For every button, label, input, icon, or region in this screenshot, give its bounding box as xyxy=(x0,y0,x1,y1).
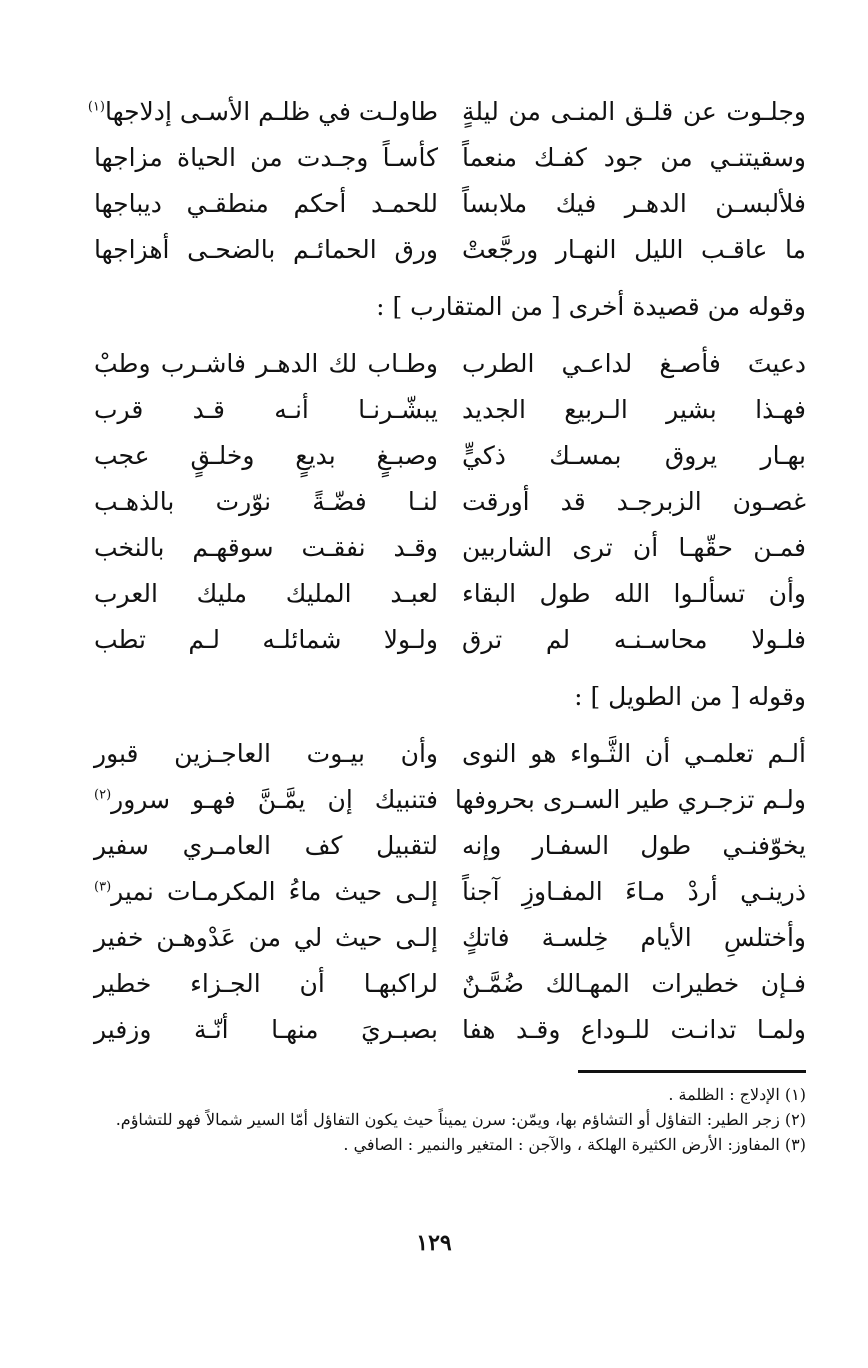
first-hemistich: غصـون الزبرجـد قد أورقت xyxy=(462,486,806,516)
second-hemistich: ورق الحمائـم بالضحـى أهزاجها xyxy=(94,234,438,264)
second-hemistich: طاولـت في ظلـم الأسـى إدلاجها$^{(١)}$ xyxy=(87,96,438,126)
second-hemistich: بصبـريَ منهـا أنّـة وزفير xyxy=(94,1014,438,1044)
stanza-2 xyxy=(94,340,806,662)
first-hemistich: بهـار يروق بمسـك ذكيٍّ xyxy=(462,440,806,470)
footnote-marker: (٣) xyxy=(94,879,112,895)
verse-line xyxy=(94,524,806,570)
second-hemistich: للحمـد أحكم منطقـي ديباجها xyxy=(94,188,438,218)
verse-line xyxy=(94,776,806,822)
stanza-1 xyxy=(87,88,806,272)
second-hemistich: لراكبهـا أن الجـزاء خطير xyxy=(94,968,438,998)
footnote-3: (٣) المفاوز: الأرض الكثيرة الهلكة ، والآجن : المتغير والنمير : الصافي . xyxy=(343,1135,806,1154)
first-hemistich: فـإن خطيرات المهـالك ضُمَّـنٌ xyxy=(462,968,806,998)
first-hemistich: ولمـا تدانـت للـوداع وقـد هفا xyxy=(462,1014,806,1044)
footnote-2: (٢) زجر الطير: التفاؤل أو التشاؤم بها، ويمّن: سرن يميناً حيث يكون التفاؤل أمّا السير شمالاً فهو للتشاؤم. xyxy=(115,1110,806,1129)
poem-intro: وقوله من قصيدة أخرى [ من المتقارب ] : xyxy=(376,291,806,321)
verse-line xyxy=(94,616,806,662)
first-hemistich: دعيتَ فأصـغ لداعـي الطرب xyxy=(462,348,806,378)
first-hemistich: وأن تسألـوا الله طول البقاء xyxy=(462,578,806,608)
first-hemistich: وسقيتنـي من جود كفـك منعماً xyxy=(462,142,806,172)
second-hemistich: يبشّـرنـا أنـه قـد قرب xyxy=(94,394,438,424)
verse-line xyxy=(87,88,806,134)
first-hemistich: فهـذا بشير الـربيع الجديد xyxy=(462,394,806,424)
second-hemistich: إلـى حيث ماءُ المكرمـات نمير$^{(٣)}$ xyxy=(94,876,438,906)
second-hemistich: لتقبيل كف العامـري سفير xyxy=(94,830,438,860)
page-number: ١٢٩ xyxy=(416,1230,452,1256)
verse-line xyxy=(94,478,806,524)
verse-line xyxy=(94,340,806,386)
second-hemistich: لعبـد المليك مليك العرب xyxy=(94,578,438,608)
first-hemistich: فمـن حقّهـا أن ترى الشاربين xyxy=(462,532,806,562)
second-hemistich: وطـاب لك الدهـر فاشـرب وطبْ xyxy=(94,348,438,378)
first-hemistich: فلألبسـن الدهـر فيك ملابساً xyxy=(462,188,806,218)
verse-line xyxy=(94,914,806,960)
second-hemistich: لنـا فضّـةً نوّرت بالذهـب xyxy=(94,486,438,516)
first-hemistich: ولـم تزجـري طير السـرى بحروفها xyxy=(454,784,806,814)
verse-line xyxy=(94,386,806,432)
footnote-marker: (١) xyxy=(87,99,105,115)
footnotes xyxy=(94,1083,806,1156)
first-hemistich: ألـم تعلمـي أن الثَّـواء هو النوى xyxy=(462,738,806,768)
first-hemistich: وجلـوت عن قلـق المنـى من ليلةٍ xyxy=(462,96,806,126)
verse-line xyxy=(94,960,806,1006)
first-hemistich: ما عاقـب الليل النهـار ورجَّعتْ xyxy=(462,234,806,264)
stanza-3 xyxy=(94,730,806,1052)
second-hemistich: وصبـغٍ بديعٍ وخلـقٍ عجب xyxy=(94,440,438,470)
verse-line xyxy=(94,226,806,272)
footnote-1: (١) الإدلاج : الظلمة . xyxy=(668,1085,806,1104)
second-hemistich: فتنبيك إن يمَّـنَّ فهـو سرور$^{(٢)}$ xyxy=(94,784,438,814)
first-hemistich: ذرينـي أردْ مـاءَ المفـاوزِ آجناً xyxy=(462,876,806,906)
verse-line xyxy=(94,822,806,868)
verse-line xyxy=(94,180,806,226)
verse-line xyxy=(94,1006,806,1052)
footnote-marker: (٢) xyxy=(94,787,112,803)
verse-line xyxy=(94,730,806,776)
second-hemistich: كأسـاً وجـدت من الحياة مزاجها xyxy=(94,142,438,172)
first-hemistich: وأختلسِ الأيام خِلسـة فاتكٍ xyxy=(462,922,806,952)
poem-intro: وقوله [ من الطويل ] : xyxy=(574,681,806,711)
second-hemistich: وقـد نفقـت سوقهـم بالنخب xyxy=(94,532,438,562)
first-hemistich: يخوّفنـي طول السفـار وإنه xyxy=(462,830,806,860)
second-hemistich: ولـولا شمائلـه لـم تطب xyxy=(94,624,438,654)
verse-line xyxy=(94,134,806,180)
footnote-divider xyxy=(578,1070,806,1073)
verse-line xyxy=(94,570,806,616)
verse-line xyxy=(94,432,806,478)
second-hemistich: إلـى حيث لي من عَدْوهـن خفير xyxy=(94,922,438,952)
verse-line xyxy=(94,868,806,914)
first-hemistich: فلـولا محاسـنـه لم ترق xyxy=(462,624,806,654)
second-hemistich: وأن بيـوت العاجـزين قبور xyxy=(94,738,438,768)
